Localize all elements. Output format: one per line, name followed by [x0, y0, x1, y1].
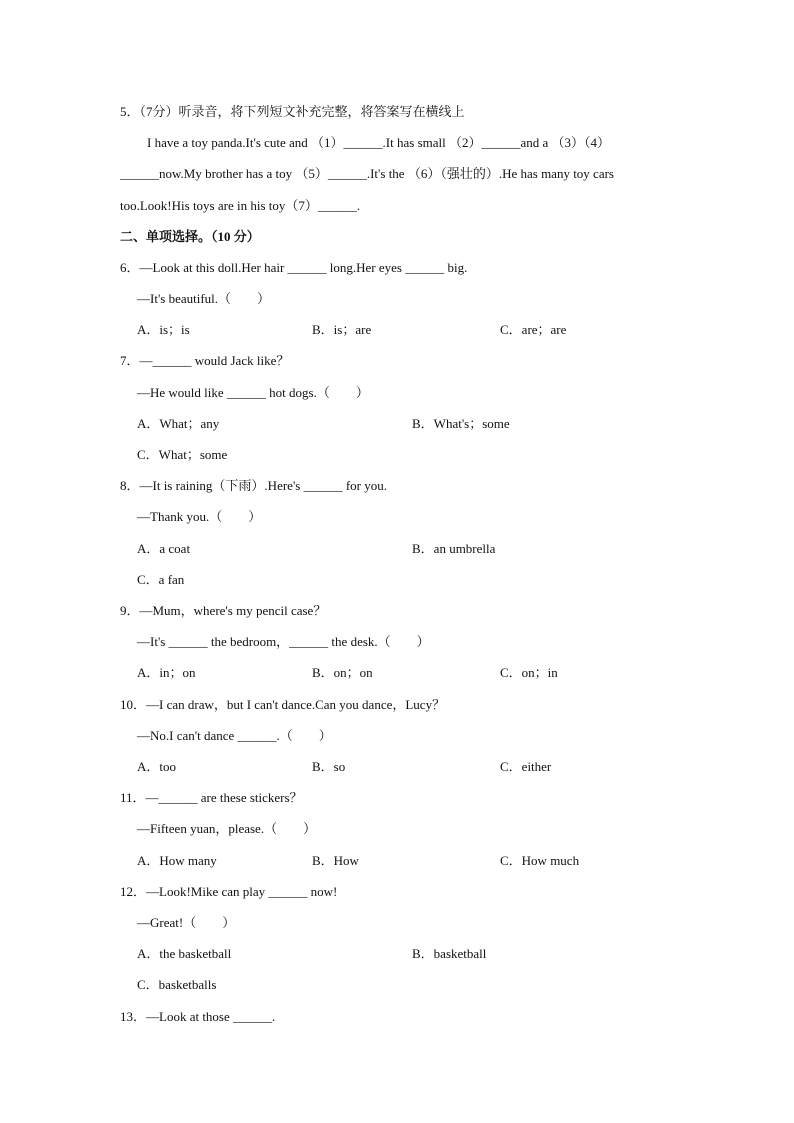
option-10a: A．too [137, 759, 177, 774]
option-11c: C．How much [500, 853, 580, 868]
option-8c: C．a fan [137, 572, 185, 587]
question-10: 10．—I can draw，but I can't dance.Can you dance，Lucy？ [120, 697, 446, 712]
question-8-reply: —Thank you.（ ） [137, 509, 262, 524]
option-12b: B．basketball [412, 946, 487, 961]
question-9-reply: —It's ______ the bedroom，______ the desk.（ ） [137, 634, 430, 649]
option-9c: C．on；in [500, 665, 558, 680]
option-6c: C．are；are [500, 322, 567, 337]
option-7c: C．What；some [137, 447, 228, 462]
option-10c: C．either [500, 759, 552, 774]
question-11-reply: —Fifteen yuan，please.（ ） [137, 821, 317, 836]
option-7a: A．What；any [137, 416, 220, 431]
option-9a: A．in；on [137, 665, 196, 680]
question-12: 12．—Look!Mike can play ______ now! [120, 884, 338, 899]
section-title: 二、单项选择。（10 分） [120, 229, 260, 244]
option-7b: B．What's；some [412, 416, 510, 431]
question-7-reply: —He would like ______ hot dogs.（ ） [137, 385, 369, 400]
question-5-title: 5．（7分）听录音，将下列短文补充完整，将答案写在横线上 [120, 104, 465, 119]
question-11: 11．—______ are these stickers？ [120, 790, 303, 805]
question-8: 8．—It is raining（下雨）.Here's ______ for you. [120, 478, 388, 493]
question-10-reply: —No.I can't dance ______.（ ） [137, 728, 332, 743]
passage-line-1: I have a toy panda.It's cute and （1）______.It has small （2）______and a （3）（4） [147, 135, 611, 150]
option-11b: B．How [312, 853, 359, 868]
question-7: 7．—______ would Jack like？ [120, 353, 290, 368]
option-8b: B．an umbrella [412, 541, 496, 556]
passage-line-2: ______now.My brother has a toy （5）______.It's the （6）（强壮的）.He has many toy cars [120, 166, 614, 181]
question-13: 13．—Look at those ______. [120, 1009, 276, 1024]
option-6b: B．is；are [312, 322, 372, 337]
question-12-reply: —Great!（ ） [137, 915, 236, 930]
option-6a: A．is；is [137, 322, 190, 337]
option-12c: C．basketballs [137, 977, 217, 992]
question-9: 9．—Mum，where's my pencil case？ [120, 603, 327, 618]
option-12a: A．the basketball [137, 946, 232, 961]
passage-line-3: too.Look!His toys are in his toy（7）______. [120, 198, 361, 213]
option-9b: B．on；on [312, 665, 373, 680]
question-6-reply: —It's beautiful.（ ） [137, 291, 271, 306]
option-8a: A．a coat [137, 541, 191, 556]
option-10b: B．so [312, 759, 346, 774]
option-11a: A．How many [137, 853, 217, 868]
question-6: 6．—Look at this doll.Her hair ______ long.Her eyes ______ big. [120, 260, 468, 275]
